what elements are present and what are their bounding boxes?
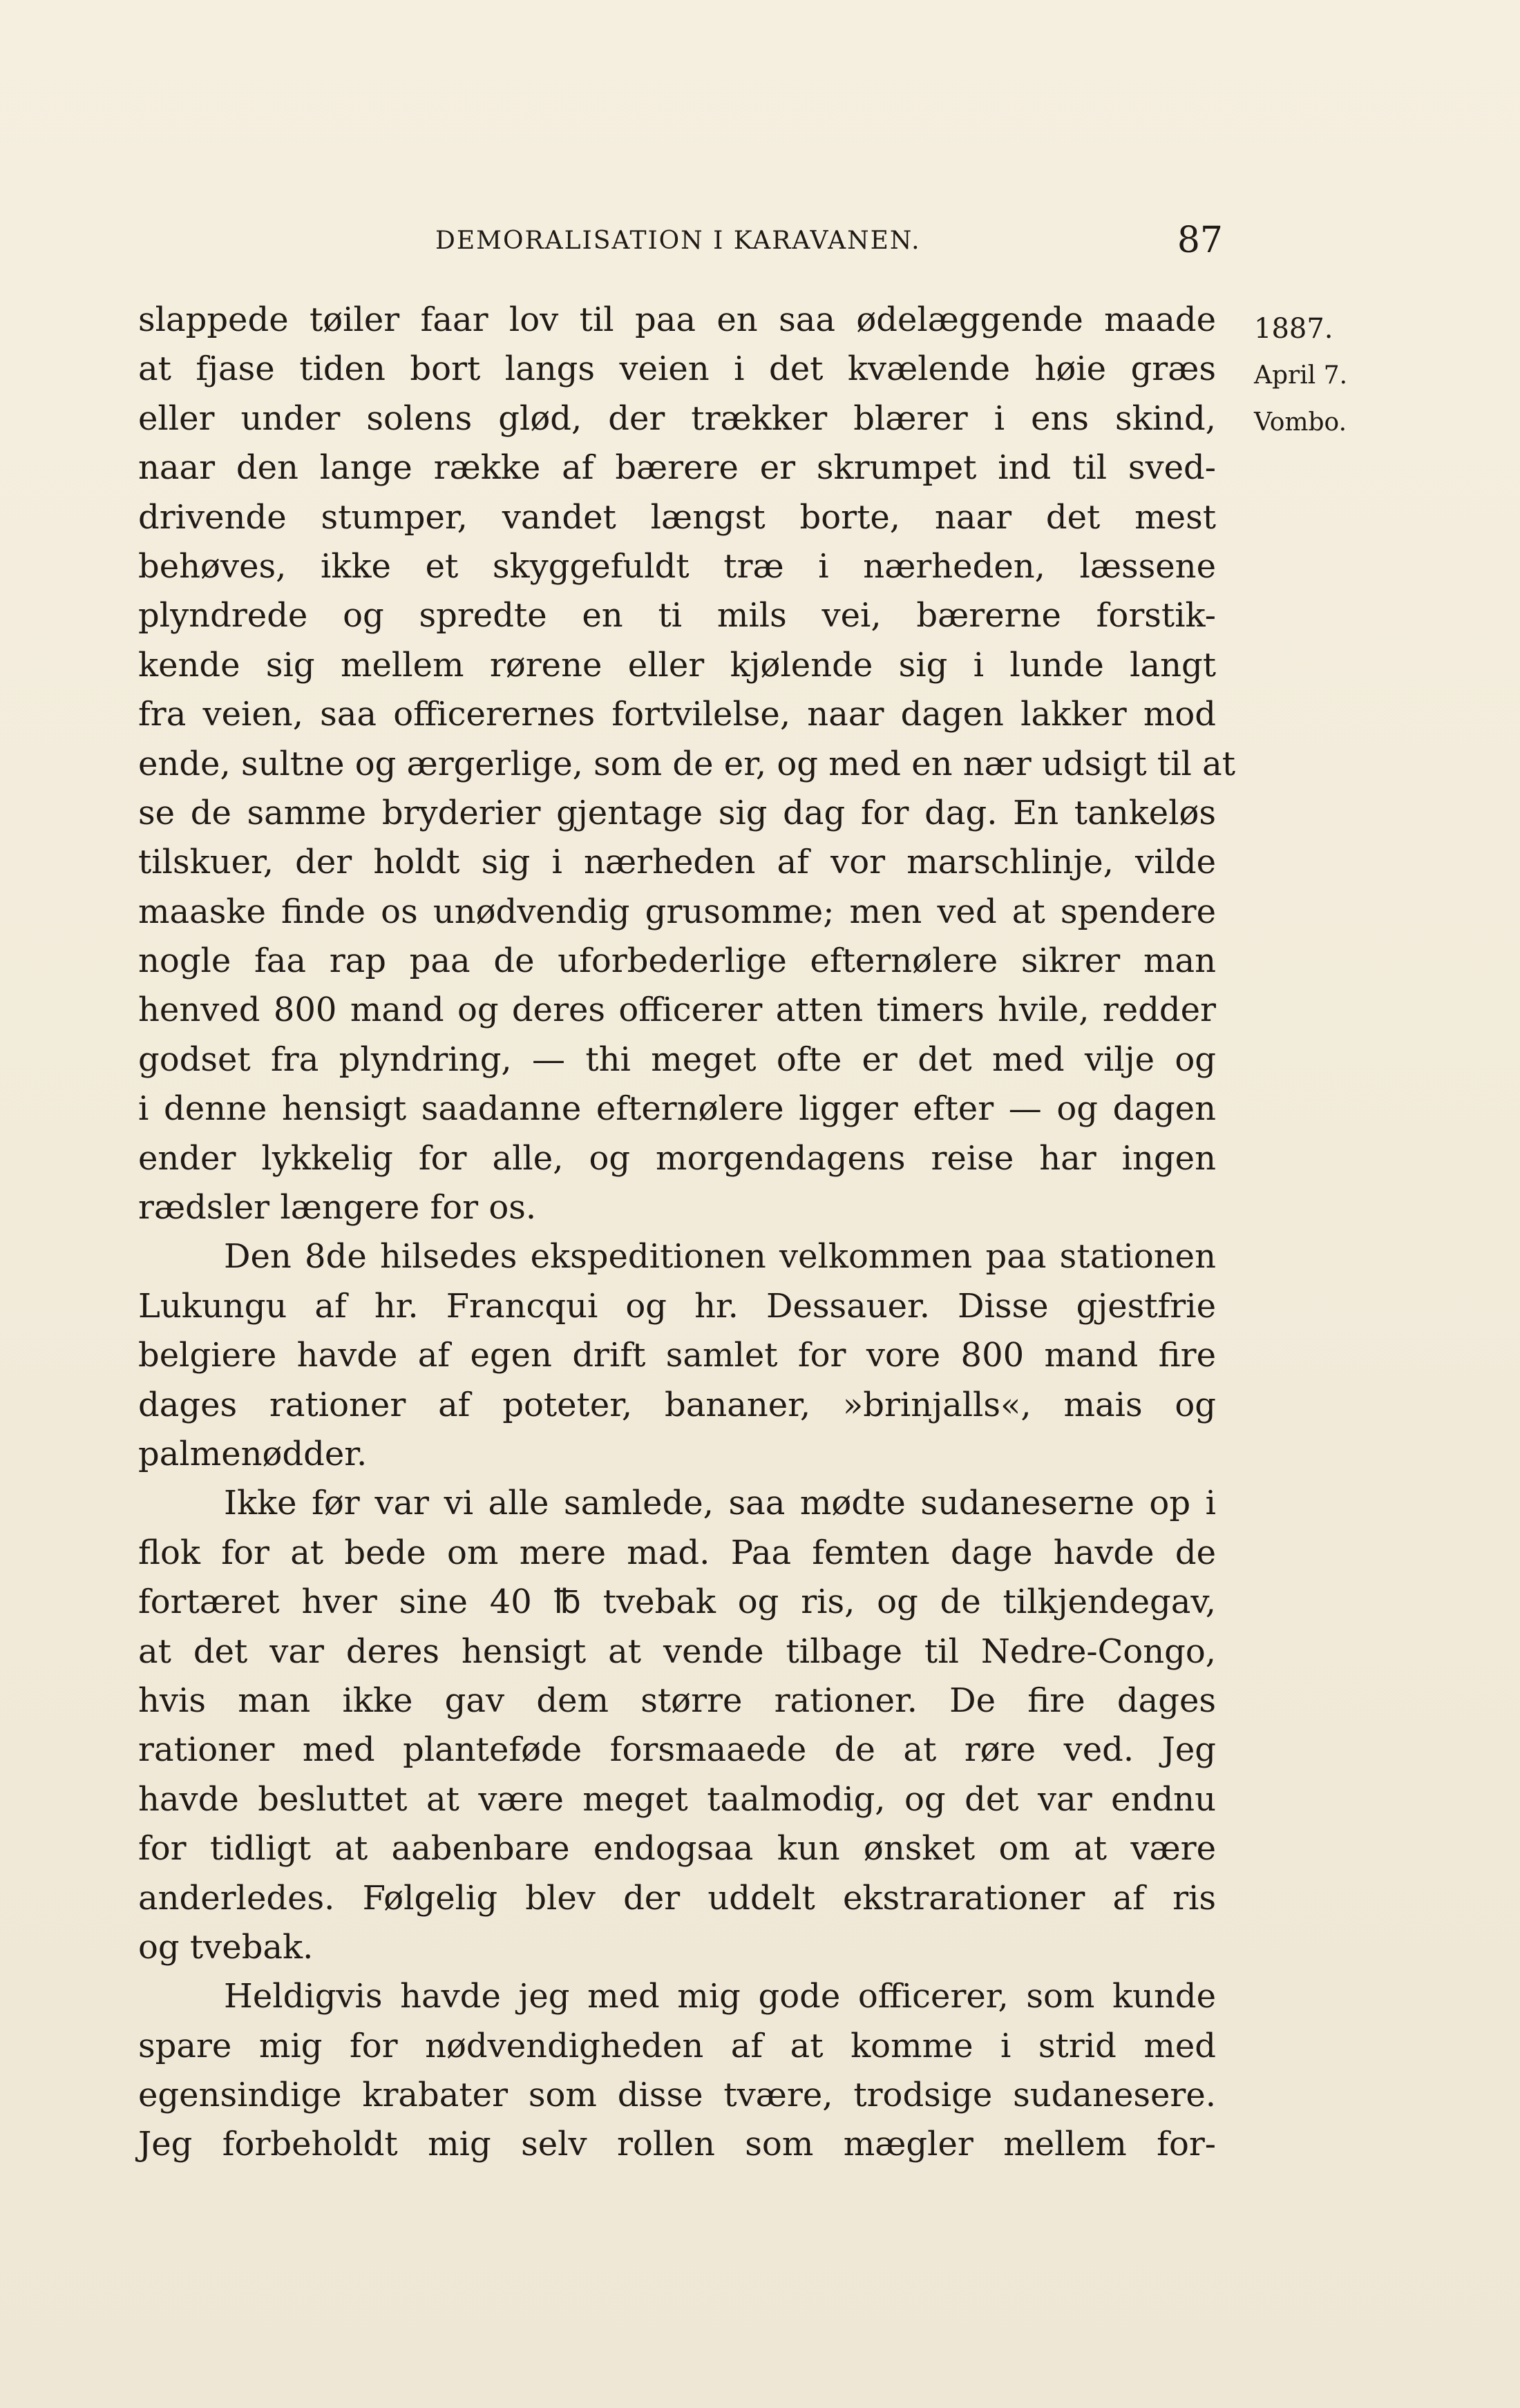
text-line: Jeg forbeholdt mig selv rollen som mægler mellem for- [138,2125,1216,2164]
text-line: for tidligt at aabenbare endogsaa kun ønsket om at være [138,1829,1216,1869]
text-line: fra veien, saa officerernes fortvilelse, naar dagen lakker mod [138,695,1216,734]
text-line: ender lykkelig for alle, og morgendagens reise har ingen [138,1138,1216,1178]
text-line: anderledes. Følgelig blev der uddelt ekstrarationer af ris [138,1878,1216,1918]
text-line: behøves, ikke et skyggefuldt træ i nærheden, læssene [138,546,1216,586]
text-line: havde besluttet at være meget taalmodig, og det var endnu [138,1779,1216,1819]
text-line: se de samme bryderier gjentage sig dag for dag. En tankeløs [138,793,1216,832]
text-line: dages rationer af poteter, bananer, »brinjalls«, mais og [138,1385,1216,1424]
text-line: egensindige krabater som disse tvære, trodsige sudanesere. [138,2076,1216,2115]
text-line: flok for at bede om mere mad. Paa femten dage havde de [138,1533,1216,1572]
text-line: eller under solens glød, der trækker blærer i ens skind, [138,399,1216,438]
margin-note-year: 1887. [1254,313,1333,345]
text-line: drivende stumper, vandet længst borte, naar det mest [138,497,1216,537]
text-line: henved 800 mand og deres officerer atten timers hvile, redder [138,991,1216,1030]
body-text [138,296,1236,2170]
text-line: hvis man ikke gav dem større rationer. De fire dages [138,1681,1216,1720]
text-line: og tvebak. [138,1927,314,1967]
margin-note-place: Vombo. [1254,408,1347,437]
text-line: Den 8de hilsedes ekspeditionen velkommen paa stationen [224,1237,1216,1277]
text-line: Lukungu af hr. Francqui og hr. Dessauer. Disse gjestfrie [138,1286,1216,1326]
text-line: palmenødder. [138,1434,368,1473]
margin-note-date: April 7. [1254,361,1348,390]
text-line: Heldigvis havde jeg med mig gode officerer, som kunde [224,1977,1216,2016]
text-line: belgiere havde af egen drift samlet for vore 800 mand fire [138,1336,1216,1375]
text-line: fortæret hver sine 40 ℔ tvebak og ris, og de tilkjendegav, [138,1583,1216,1622]
text-line: rædsler længere for os. [138,1188,537,1227]
text-line: rationer med planteføde forsmaaede de at røre ved. Jeg [138,1730,1216,1770]
running-title: DEMORALISATION I KARAVANEN. [435,227,921,255]
text-line: naar den lange række af bærere er skrumpet ind til sved- [138,448,1216,488]
text-line: nogle faa rap paa de uforbederlige efternølere sikrer man [138,942,1216,981]
text-line: Ikke før var vi alle samlede, saa mødte sudaneserne op i [224,1484,1216,1523]
margin-note [1254,305,1378,446]
text-line: godset fra plyndring, — thi meget ofte er det med vilje og [138,1040,1216,1079]
text-line: i denne hensigt saadanne efternølere ligger efter — og dagen [138,1089,1216,1129]
text-line: maaske finde os unødvendig grusomme; men ved at spendere [138,892,1216,931]
text-line: kende sig mellem rørene eller kjølende sig i lunde langt [138,645,1216,685]
text-line: plyndrede og spredte en ti mils vei, bærerne forstik- [138,596,1216,636]
page-number: 87 [1177,220,1223,261]
text-line: spare mig for nødvendigheden af at komme i strid med [138,2026,1216,2065]
text-line: slappede tøiler faar lov til paa en saa ødelæggende maade [138,300,1216,339]
text-line: tilskuer, der holdt sig i nærheden af vor marschlinje, vilde [138,843,1216,882]
text-line: at det var deres hensigt at vende tilbage til Nedre-Congo, [138,1632,1216,1671]
text-line: at fjase tiden bort langs veien i det kvælende høie græs [138,350,1216,389]
page-header [435,220,1223,261]
text-line: ende, sultne og ærgerlige, som de er, og med en nær udsigt til at [138,744,1236,783]
